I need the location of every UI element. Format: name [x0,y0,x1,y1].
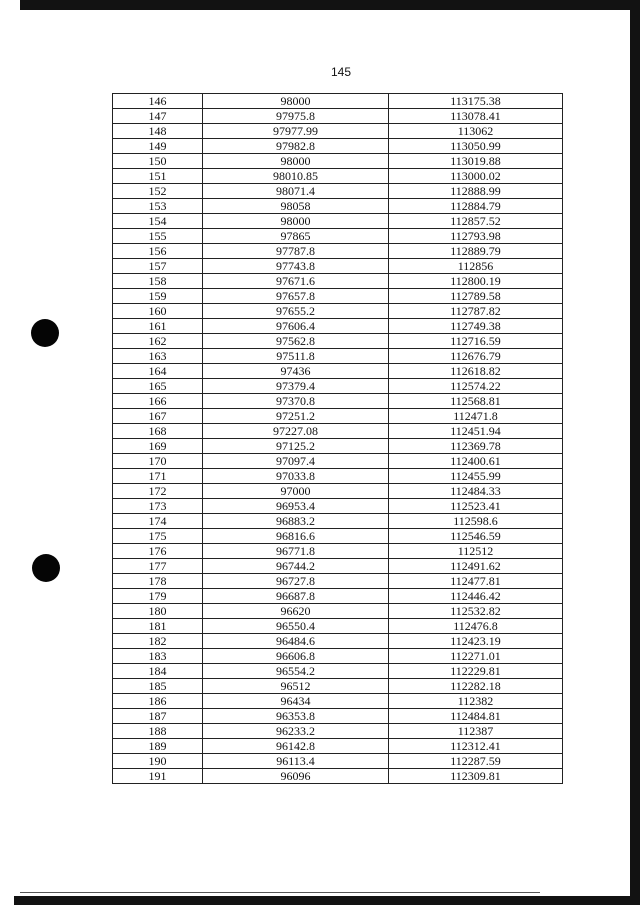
value-b-cell: 112574.22 [389,379,563,394]
index-cell: 174 [113,514,203,529]
value-b-cell: 113062 [389,124,563,139]
value-b-cell: 112423.19 [389,634,563,649]
index-cell: 191 [113,769,203,784]
index-cell: 159 [113,289,203,304]
table-row [113,154,563,169]
value-b-cell: 113050.99 [389,139,563,154]
value-b-cell: 113000.02 [389,169,563,184]
value-a-cell: 96687.8 [203,589,389,604]
value-b-cell: 112884.79 [389,199,563,214]
table-row [113,274,563,289]
scan-bottom-line [20,892,540,893]
index-cell: 183 [113,649,203,664]
value-b-cell: 112512 [389,544,563,559]
value-a-cell: 97379.4 [203,379,389,394]
table-row [113,514,563,529]
value-b-cell: 112382 [389,694,563,709]
value-a-cell: 97865 [203,229,389,244]
value-a-cell: 97511.8 [203,349,389,364]
value-b-cell: 112793.98 [389,229,563,244]
value-b-cell: 112618.82 [389,364,563,379]
value-b-cell: 112309.81 [389,769,563,784]
value-a-cell: 97370.8 [203,394,389,409]
value-b-cell: 112484.81 [389,709,563,724]
punch-hole [31,319,59,347]
value-b-cell: 113019.88 [389,154,563,169]
value-a-cell: 96550.4 [203,619,389,634]
index-cell: 161 [113,319,203,334]
index-cell: 187 [113,709,203,724]
index-cell: 185 [113,679,203,694]
value-b-cell: 112749.38 [389,319,563,334]
index-cell: 165 [113,379,203,394]
value-a-cell: 98071.4 [203,184,389,199]
index-cell: 169 [113,439,203,454]
index-cell: 162 [113,334,203,349]
index-cell: 188 [113,724,203,739]
index-cell: 146 [113,94,203,109]
value-a-cell: 96233.2 [203,724,389,739]
value-a-cell: 96883.2 [203,514,389,529]
value-b-cell: 112484.33 [389,484,563,499]
value-b-cell: 112271.01 [389,649,563,664]
value-a-cell: 96142.8 [203,739,389,754]
table-row [113,229,563,244]
value-b-cell: 112287.59 [389,754,563,769]
value-a-cell: 97097.4 [203,454,389,469]
table-row [113,709,563,724]
value-a-cell: 98000 [203,94,389,109]
value-a-cell: 98000 [203,154,389,169]
table-row [113,169,563,184]
table-row [113,334,563,349]
index-cell: 163 [113,349,203,364]
value-b-cell: 112369.78 [389,439,563,454]
index-cell: 186 [113,694,203,709]
index-cell: 168 [113,424,203,439]
table-row [113,454,563,469]
value-b-cell: 112446.42 [389,589,563,604]
value-b-cell: 112400.61 [389,454,563,469]
value-a-cell: 98010.85 [203,169,389,184]
table-row [113,439,563,454]
index-cell: 149 [113,139,203,154]
index-cell: 160 [113,304,203,319]
table-row [113,289,563,304]
value-a-cell: 96953.4 [203,499,389,514]
value-b-cell: 112471.8 [389,409,563,424]
table-row [113,664,563,679]
value-a-cell: 96113.4 [203,754,389,769]
value-b-cell: 112568.81 [389,394,563,409]
table-row [113,409,563,424]
table-row [113,139,563,154]
table-row [113,184,563,199]
value-a-cell: 98000 [203,214,389,229]
value-b-cell: 112546.59 [389,529,563,544]
table-row [113,304,563,319]
index-cell: 156 [113,244,203,259]
value-a-cell: 97033.8 [203,469,389,484]
punch-hole [32,554,60,582]
value-b-cell: 112312.41 [389,739,563,754]
value-b-cell: 112451.94 [389,424,563,439]
value-b-cell: 112856 [389,259,563,274]
table-row [113,604,563,619]
value-b-cell: 112857.52 [389,214,563,229]
value-b-cell: 112455.99 [389,469,563,484]
index-cell: 151 [113,169,203,184]
index-cell: 164 [113,364,203,379]
table-row [113,364,563,379]
value-a-cell: 96096 [203,769,389,784]
value-a-cell: 96434 [203,694,389,709]
value-a-cell: 97436 [203,364,389,379]
value-a-cell: 97977.99 [203,124,389,139]
table-row [113,469,563,484]
value-b-cell: 112523.41 [389,499,563,514]
value-a-cell: 96554.2 [203,664,389,679]
value-b-cell: 112789.58 [389,289,563,304]
value-a-cell: 96606.8 [203,649,389,664]
value-a-cell: 97743.8 [203,259,389,274]
index-cell: 172 [113,484,203,499]
table-row [113,199,563,214]
index-cell: 171 [113,469,203,484]
index-cell: 150 [113,154,203,169]
value-b-cell: 112889.79 [389,244,563,259]
index-cell: 166 [113,394,203,409]
index-cell: 157 [113,259,203,274]
value-b-cell: 112598.6 [389,514,563,529]
value-a-cell: 97125.2 [203,439,389,454]
value-b-cell: 113175.38 [389,94,563,109]
table-row [113,679,563,694]
index-cell: 177 [113,559,203,574]
table-row [113,349,563,364]
index-cell: 152 [113,184,203,199]
value-a-cell: 97655.2 [203,304,389,319]
value-b-cell: 112387 [389,724,563,739]
table-row [113,94,563,109]
table-row [113,124,563,139]
value-b-cell: 112476.8 [389,619,563,634]
table-row [113,214,563,229]
value-a-cell: 97657.8 [203,289,389,304]
table-row [113,484,563,499]
table-row [113,739,563,754]
index-cell: 180 [113,604,203,619]
table-row [113,754,563,769]
table-row [113,769,563,784]
index-cell: 170 [113,454,203,469]
table-row [113,589,563,604]
index-cell: 189 [113,739,203,754]
index-cell: 175 [113,529,203,544]
index-cell: 155 [113,229,203,244]
table-row [113,574,563,589]
table-row [113,559,563,574]
value-a-cell: 97251.2 [203,409,389,424]
value-a-cell: 96816.6 [203,529,389,544]
value-b-cell: 113078.41 [389,109,563,124]
data-table [112,93,563,784]
index-cell: 181 [113,619,203,634]
table-row [113,619,563,634]
scan-border-right [630,0,640,905]
value-a-cell: 96353.8 [203,709,389,724]
value-a-cell: 97787.8 [203,244,389,259]
index-cell: 158 [113,274,203,289]
value-b-cell: 112888.99 [389,184,563,199]
value-a-cell: 96620 [203,604,389,619]
index-cell: 176 [113,544,203,559]
index-cell: 173 [113,499,203,514]
value-b-cell: 112491.62 [389,559,563,574]
index-cell: 154 [113,214,203,229]
table-row [113,109,563,124]
scan-border-bottom [14,896,640,905]
index-cell: 184 [113,664,203,679]
value-a-cell: 97000 [203,484,389,499]
index-cell: 178 [113,574,203,589]
value-a-cell: 97671.6 [203,274,389,289]
table-row [113,244,563,259]
table-row [113,424,563,439]
index-cell: 167 [113,409,203,424]
value-a-cell: 96512 [203,679,389,694]
table-row [113,694,563,709]
table-row [113,529,563,544]
value-b-cell: 112676.79 [389,349,563,364]
value-a-cell: 96727.8 [203,574,389,589]
value-b-cell: 112282.18 [389,679,563,694]
page-number: 145 [330,65,352,79]
index-cell: 153 [113,199,203,214]
value-a-cell: 98058 [203,199,389,214]
value-a-cell: 97975.8 [203,109,389,124]
value-b-cell: 112477.81 [389,574,563,589]
value-a-cell: 96744.2 [203,559,389,574]
table-row [113,379,563,394]
value-a-cell: 97982.8 [203,139,389,154]
value-a-cell: 96771.8 [203,544,389,559]
value-b-cell: 112800.19 [389,274,563,289]
value-a-cell: 96484.6 [203,634,389,649]
index-cell: 147 [113,109,203,124]
scan-border-top [20,0,640,10]
table-row [113,319,563,334]
table-row [113,499,563,514]
index-cell: 148 [113,124,203,139]
table-body [113,94,563,784]
value-b-cell: 112716.59 [389,334,563,349]
value-a-cell: 97562.8 [203,334,389,349]
index-cell: 190 [113,754,203,769]
table-row [113,544,563,559]
table-row [113,634,563,649]
index-cell: 179 [113,589,203,604]
value-b-cell: 112229.81 [389,664,563,679]
table-row [113,394,563,409]
table-row [113,724,563,739]
value-a-cell: 97227.08 [203,424,389,439]
value-b-cell: 112787.82 [389,304,563,319]
table-row [113,649,563,664]
value-a-cell: 97606.4 [203,319,389,334]
value-b-cell: 112532.82 [389,604,563,619]
table-row [113,259,563,274]
index-cell: 182 [113,634,203,649]
